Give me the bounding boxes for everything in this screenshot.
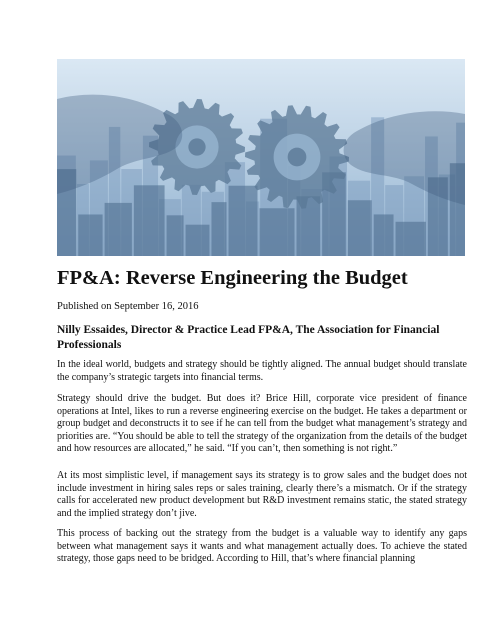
- hands-gears-city-illustration: [57, 59, 465, 256]
- article-paragraph-1: In the ideal world, budgets and strategy should be tightly aligned. The annual budget should translate the company’s strategic targets into financial terms.: [57, 359, 467, 383]
- building-front: [105, 203, 132, 256]
- building-front: [348, 200, 372, 256]
- building-front: [229, 186, 258, 256]
- building-front: [396, 222, 426, 256]
- building-front: [134, 185, 165, 256]
- article-paragraph-3: At its most simplistic level, if management says its strategy is to grow sales and the budget does not include investment in hiring sales reps or sales training, clearly there’s a mismatch. Or if the strategy calls for accelerated new product development but R&D investment remains static, the stated strategy and the implied strategy don’t jive.: [57, 470, 467, 519]
- hero-image: [57, 59, 465, 256]
- building-front: [211, 202, 226, 256]
- building-front: [186, 225, 210, 256]
- article-title: FP&A: Reverse Engineering the Budget: [57, 267, 408, 289]
- article-author: Nilly Essaides, Director & Practice Lead FP&A, The Association for Financial Professionals: [57, 324, 440, 351]
- article-paragraph-2: Strategy should drive the budget. But does it? Brice Hill, corporate vice president of finance operations at Intel, likes to run a reverse engineering exercise on the budget. He takes a department or group budget and deconstructs it to see if he can tell from the budget what management’s strategy and priorities are. “You should be able to tell the strategy of the organization from the details of the budget and how resources are allocated,” he said. “If you can’t, then something is not right.”: [57, 393, 467, 455]
- building-front: [167, 215, 184, 256]
- gear-right-axle: [288, 148, 307, 167]
- article-paragraph-4: This process of backing out the strategy from the budget is a valuable way to identify any gaps between what management says it wants and what management actually does. To achieve the stated strategy, those gaps need to be bridged. According to Hill, that’s where financial planning: [57, 528, 467, 565]
- building-front: [259, 208, 294, 256]
- gear-left-axle: [188, 138, 205, 155]
- published-date: Published on September 16, 2016: [57, 301, 199, 312]
- building-front: [78, 214, 102, 256]
- building-front: [374, 214, 394, 256]
